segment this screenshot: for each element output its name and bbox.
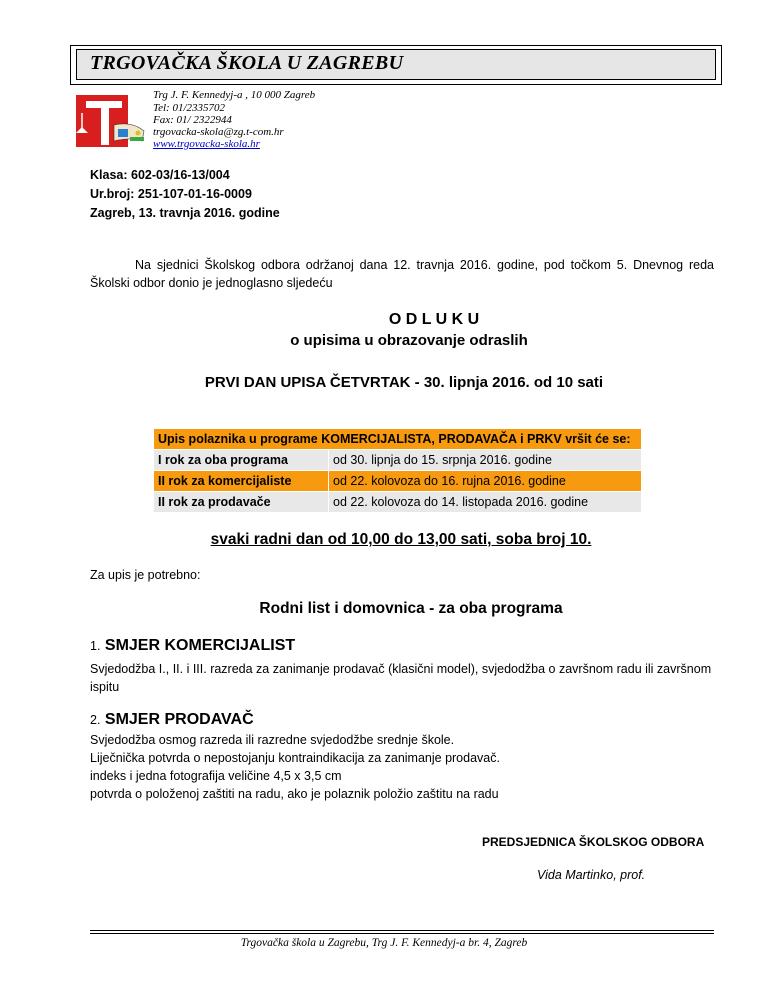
urbroj: Ur.broj: 251-107-01-16-0009: [90, 187, 252, 201]
school-tel: Tel: 01/2335702: [153, 102, 226, 114]
footer-divider: [90, 930, 714, 931]
schedule-header: Upis polaznika u programe KOMERCIJALISTA, PRODAVAČA i PRKV vršit će se:: [154, 429, 642, 450]
footer-divider: [90, 933, 714, 934]
requirements-intro: Za upis je potrebno:: [90, 568, 201, 582]
schedule-dates: od 22. kolovoza do 16. rujna 2016. godine: [329, 471, 642, 492]
schedule-label: I rok za oba programa: [154, 450, 329, 471]
section-number: 2.: [90, 713, 101, 727]
section-line: potvrda o položenoj zaštiti na radu, ako je polaznik položio zaštitu na radu: [90, 787, 499, 801]
school-address: Trg J. F. Kennedyj-a , 10 000 Zagreb: [153, 89, 316, 101]
table-row: [154, 450, 642, 471]
schedule-label: II rok za komercijaliste: [154, 471, 329, 492]
signature-role: PREDSJEDNICA ŠKOLSKOG ODBORA: [482, 835, 705, 849]
table-row: [154, 492, 642, 513]
school-fax: Fax: 01/ 2322944: [153, 114, 232, 126]
table-row: [154, 471, 642, 492]
section-komercijalist-heading: [90, 637, 295, 655]
requirements-common: Rodni list i domovnica - za oba programa: [259, 600, 563, 617]
section-line: indeks i jedna fotografija veličine 4,5 x 3,5 cm: [90, 769, 342, 783]
school-title: TRGOVAČKA ŠKOLA U ZAGREBU: [90, 52, 404, 74]
school-website-container: [153, 138, 260, 151]
first-day-notice: PRVI DAN UPISA ČETVRTAK - 30. lipnja 2016. od 10 sati: [204, 374, 604, 391]
signature-name: Vida Martinko, prof.: [537, 868, 646, 882]
section-line: ispitu: [90, 680, 120, 694]
klasa: Klasa: 602-03/16-13/004: [90, 168, 230, 182]
schedule-dates: od 30. lipnja do 15. srpnja 2016. godine: [329, 450, 642, 471]
school-email: trgovacka-skola@zg.t-com.hr: [153, 126, 284, 138]
decision-subtitle: o upisima u obrazovanje odraslih: [290, 332, 528, 349]
section-title: SMJER PRODAVAČ: [104, 711, 254, 728]
section-prodavac-heading: [90, 711, 254, 729]
section-line: Svjedodžba osmog razreda ili razredne svjedodžbe srednje škole.: [90, 733, 455, 747]
schedule-dates: od 22. kolovoza do 14. listopada 2016. godine: [329, 492, 642, 513]
section-number: 1.: [90, 639, 101, 653]
intro-paragraph: Na sjednici Školskog odbora održanoj dana 12. travnja 2016. godine, pod točkom 5. Dnevnog reda Školski odbor donio je jednoglasno sljedeću: [90, 258, 714, 290]
section-title: SMJER KOMERCIJALIST: [104, 637, 296, 654]
school-website-link[interactable]: www.trgovacka-skola.hr: [153, 138, 260, 150]
decision-title: O D L U K U: [388, 311, 480, 328]
section-line: Liječnička potvrda o nepostojanju kontraindikacija za zanimanje prodavač.: [90, 751, 500, 765]
school-logo-icon: [74, 93, 148, 155]
section-line: Svjedodžba I., II. i III. razreda za zanimanje prodavač (klasični model), svjedodžba o završnom radu ili završnom: [90, 662, 712, 676]
document-date: Zagreb, 13. travnja 2016. godine: [90, 206, 280, 220]
footer-address: Trgovačka škola u Zagrebu, Trg J. F. Kennedyj-a br. 4, Zagreb: [240, 937, 528, 949]
schedule-label: II rok za prodavače: [154, 492, 329, 513]
schedule-table: [153, 428, 642, 513]
office-hours: svaki radni dan od 10,00 do 13,00 sati, soba broj 10.: [210, 531, 592, 548]
schedule-header-row: [154, 429, 642, 450]
